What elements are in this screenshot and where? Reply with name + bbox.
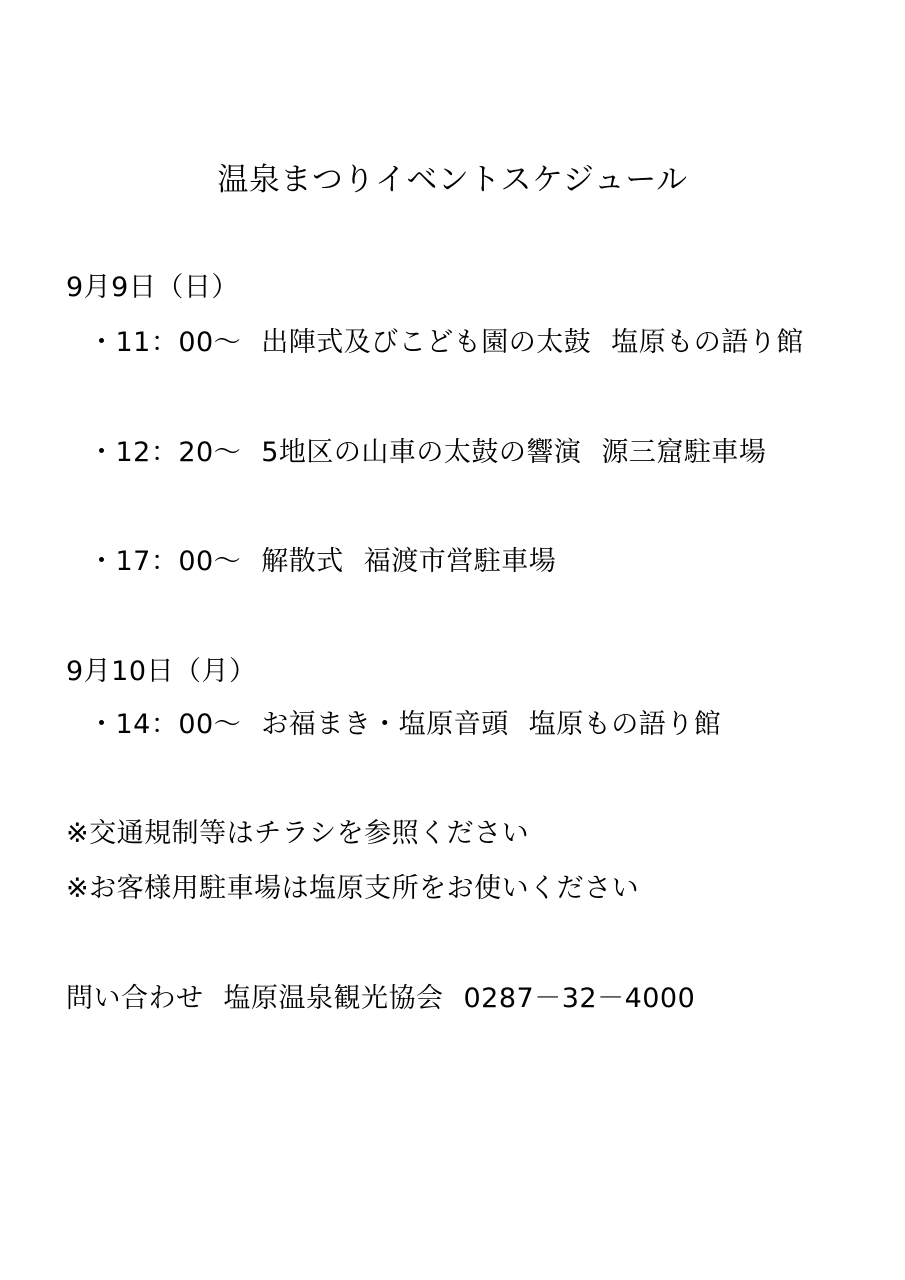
event-time: ・12：20～ [88,437,242,468]
event-time: ・11：00～ [88,327,242,358]
page-title: 温泉まつりイベントスケジュール [217,162,688,198]
schedule-item [88,436,766,470]
event-place: 塩原もの語り館 [528,709,722,740]
contact-org: 塩原温泉観光協会 [223,983,444,1014]
event-name: 5地区の山車の太鼓の響演 [261,437,582,468]
event-name: お福まき・塩原音頭 [261,709,509,740]
contact-phone: 0287－32－4000 [463,983,696,1014]
note-traffic: ※交通規制等はチラシを参照ください [66,818,530,849]
schedule-item [88,545,556,579]
event-name: 解散式 [261,546,344,577]
event-place: 福渡市営駐車場 [363,546,557,577]
contact-line [66,982,695,1016]
event-name: 出陣式及びこども園の太鼓 [261,327,592,358]
event-place: 源三窟駐車場 [601,437,767,468]
event-place: 塩原もの語り館 [611,327,804,358]
event-time: ・14：00～ [88,709,242,740]
schedule-item [88,326,804,360]
date-heading-day1: 9月9日（日） [66,272,239,303]
date-heading-day2: 9月10日（月） [66,656,257,687]
schedule-item [88,708,721,742]
event-time: ・17：00～ [88,546,242,577]
note-parking: ※お客様用駐車場は塩原支所をお使いください [66,873,640,904]
contact-label: 問い合わせ [66,983,204,1014]
